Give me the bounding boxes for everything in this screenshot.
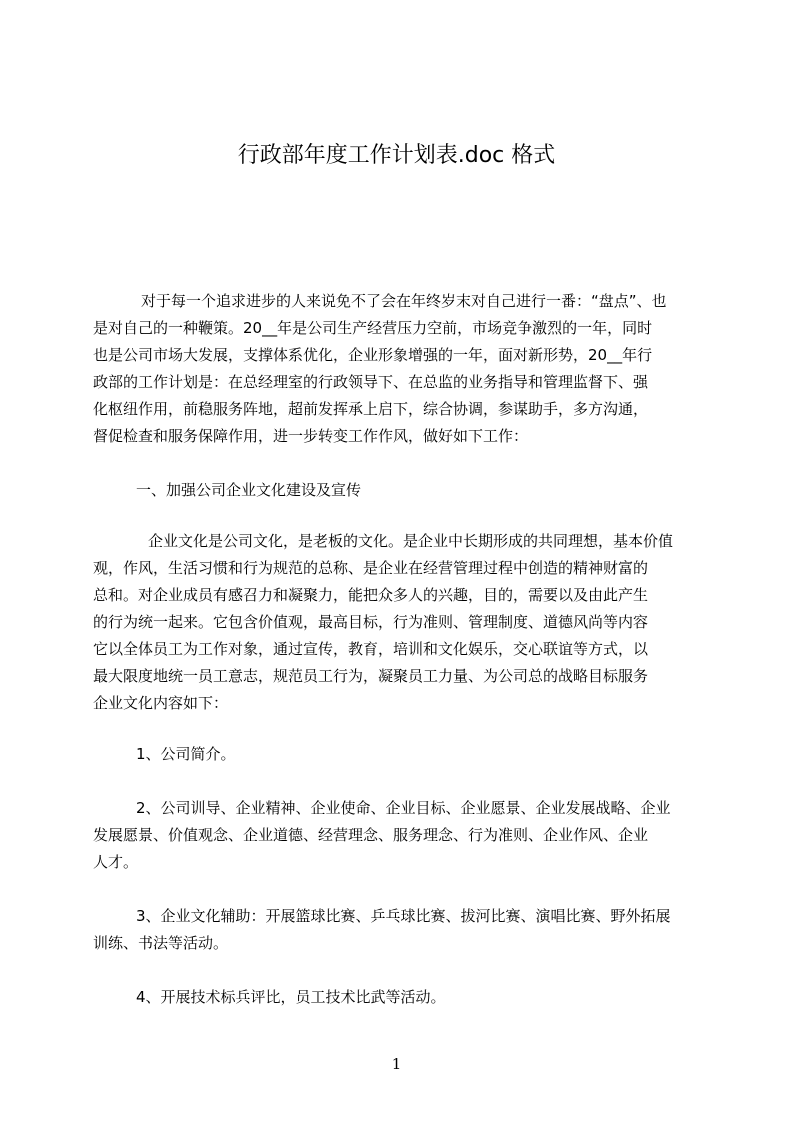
- list-item: 1、公司简介。: [136, 745, 236, 763]
- section-heading: 一、加强公司企业文化建设及宣传: [136, 481, 362, 499]
- intro-line: 化枢纽作用，前稳服务阵地，超前发挥承上启下，综合协调，参谋助手，多方沟通，: [93, 400, 649, 418]
- culture-line: 它以全体员工为工作对象，通过宣传，教育，培训和文化娱乐，交心联谊等方式，以: [93, 640, 649, 658]
- culture-line: 企业文化内容如下：: [93, 694, 229, 712]
- list-item: 2、公司训导、企业精神、企业使命、企业目标、企业愿景、企业发展战略、企业: [136, 799, 671, 817]
- culture-line: 的行为统一起来。它包含价值观，最高目标，行为准则、管理制度、道德风尚等内容: [93, 613, 649, 631]
- culture-line: 企业文化是公司文化，是老板的文化。是企业中长期形成的共同理想，基本价值: [148, 532, 674, 550]
- intro-line: 政部的工作计划是：在总经理室的行政领导下、在总监的业务指导和管理监督下、强: [93, 373, 649, 391]
- intro-line: 对于每一个追求进步的人来说免不了会在年终岁末对自己进行一番：“盘点”、也: [141, 292, 667, 310]
- culture-line: 最大限度地统一员工意志，规范员工行为，凝聚员工力量、为公司总的战略目标服务: [93, 667, 649, 685]
- document-title: 行政部年度工作计划表.doc 格式: [237, 143, 556, 168]
- list-item: 人才。: [93, 853, 139, 871]
- culture-line: 观，作风，生活习惯和行为规范的总称、是企业在经营管理过程中创造的精神财富的: [93, 559, 649, 577]
- list-item: 4、开展技术标兵评比，员工技术比武等活动。: [136, 988, 446, 1006]
- list-item: 训练、书法等活动。: [93, 934, 229, 952]
- list-item: 3、企业文化辅助：开展篮球比赛、乒乓球比赛、拔河比赛、演唱比赛、野外拓展: [136, 907, 671, 925]
- intro-line: 督促检查和服务保障作用，进一步转变工作作风，做好如下工作：: [93, 427, 529, 445]
- intro-line: 是对自己的一种鞭策。20__年是公司生产经营压力空前，市场竞争激烈的一年，同时: [93, 319, 653, 337]
- list-item: 发展愿景、价值观念、企业道德、经营理念、服务理念、行为准则、企业作风、企业: [93, 826, 649, 844]
- page-number: 1: [391, 1055, 402, 1073]
- culture-line: 总和。对企业成员有感召力和凝聚力，能把众多人的兴趣，目的，需要以及由此产生: [93, 586, 649, 604]
- intro-line: 也是公司市场大发展，支撑体系优化，企业形象增强的一年，面对新形势，20__年行: [93, 346, 653, 364]
